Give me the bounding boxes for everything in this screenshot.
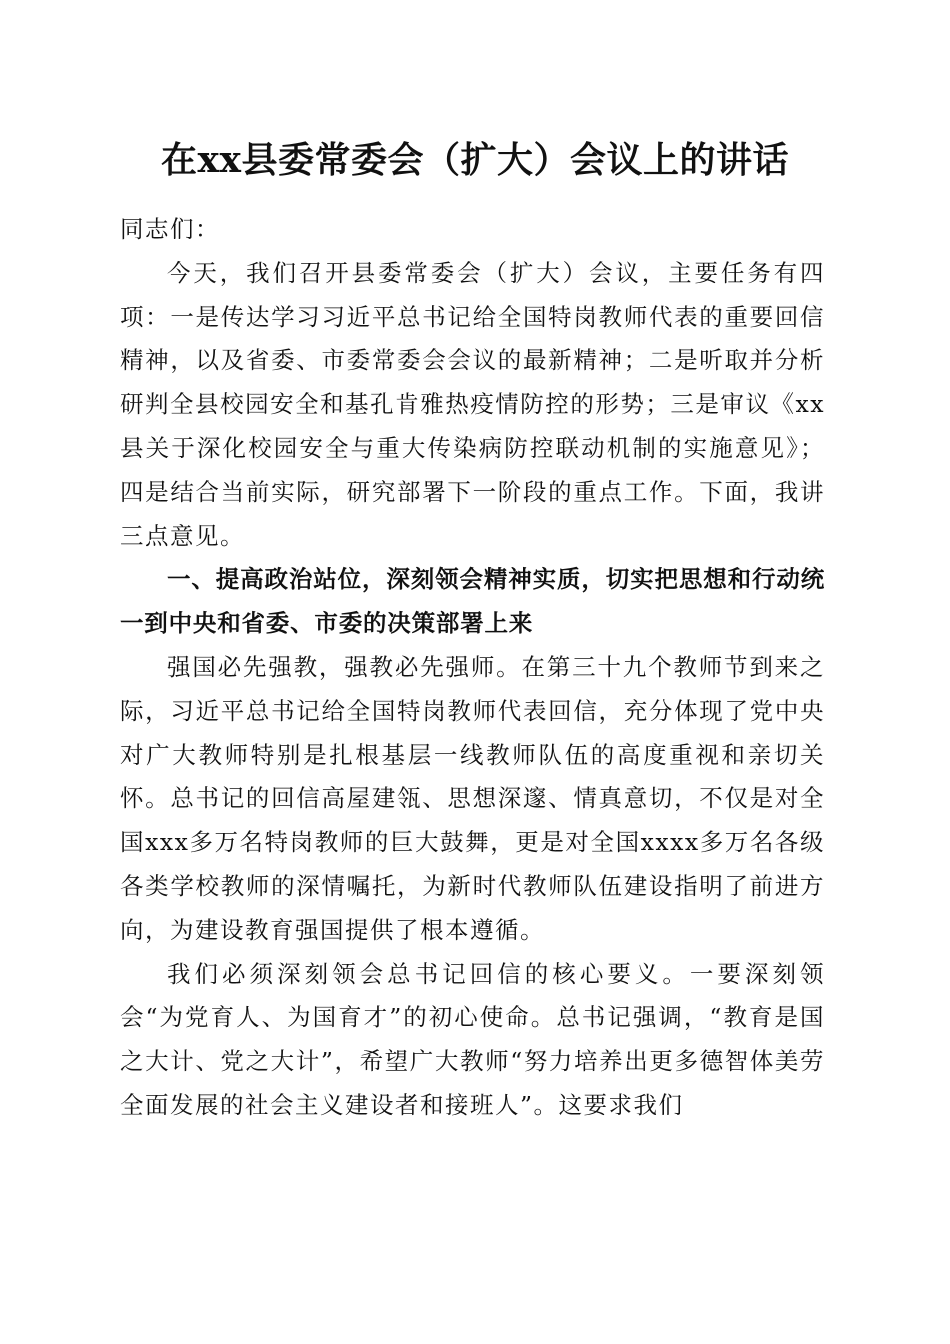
body-paragraph: 强国必先强教，强教必先强师。在第三十九个教师节到来之际，习近平总书记给全国特岗教师代表回信，充分体现了党中央对广大教师特别是扎根基层一线教师队伍的高度重视和亲切关怀。总书记的回信高屋建瓴、思想深邃、情真意切，不仅是对全国xxx多万名特岗教师的巨大鼓舞，更是对全国xxxx多万名各级各类学校教师的深情嘱托，为新时代教师队伍建设指明了前进方向，为建设教育强国提供了根本遵循。 — [120, 652, 825, 944]
document-body — [120, 208, 825, 1128]
salutation: 同志们： — [120, 215, 220, 243]
intro-paragraph: 今天，我们召开县委常委会（扩大）会议，主要任务有四项：一是传达学习习近平总书记给全国特岗教师代表的重要回信精神，以及省委、市委常委会会议的最新精神；二是听取并分析研判全县校园安全和基孔肯雅热疫情防控的形势；三是审议《xx县关于深化校园安全与重大传染病防控联动机制的实施意见》；四是结合当前实际，研究部署下一阶段的重点工作。下面，我讲三点意见。 — [120, 258, 825, 550]
section-heading-1: 一、提高政治站位，深刻领会精神实质，切实把思想和行动统一到中央和省委、市委的决策部署上来 — [120, 565, 825, 638]
body-paragraph: 我们必须深刻领会总书记回信的核心要义。一要深刻领会“为党育人、为国育才”的初心使命。总书记强调，“教育是国之大计、党之大计”，希望广大教师“努力培养出更多德智体美劳全面发展的社会主义建设者和接班人”。这要求我们 — [120, 959, 825, 1119]
document-title: 在xx县委常委会（扩大）会议上的讲话 — [161, 139, 789, 181]
